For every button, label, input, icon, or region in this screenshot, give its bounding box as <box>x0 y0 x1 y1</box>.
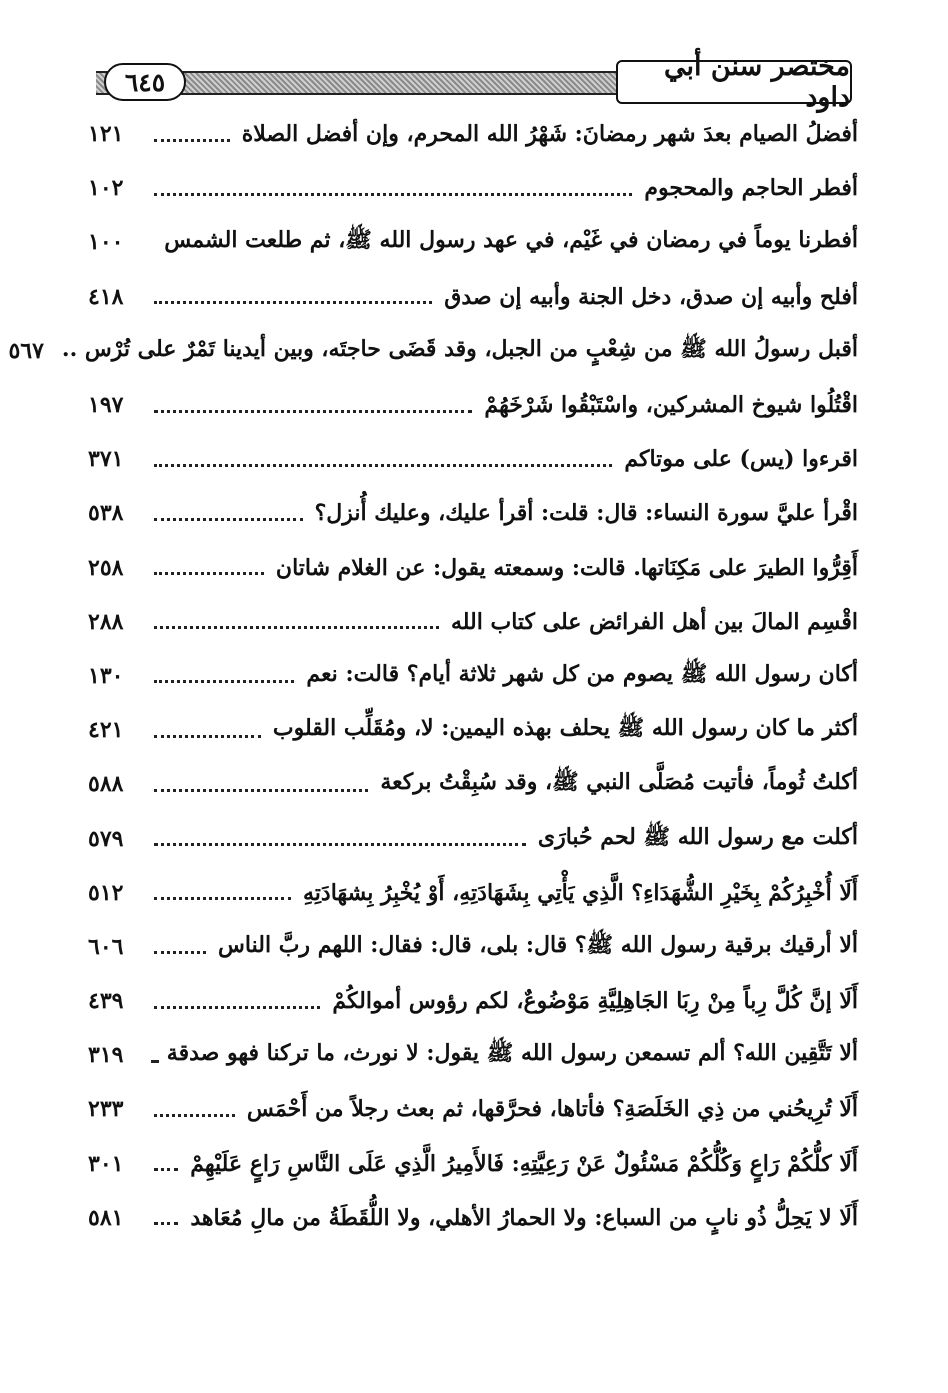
dot-leader <box>154 680 294 683</box>
dot-leader <box>154 572 264 575</box>
entry-text: أَلَا كلُّكُمْ رَاعٍ وَكُلُّكُمْ مَسْئُولٌ عَنْ رَعِيَّتِهِ: فَالأَمِيرُ الَّذِي عَلَى النَّاسِ رَاعٍ عَلَيْهِمْ <box>190 1150 858 1177</box>
entry-page-number: ٥٣٨ <box>88 500 124 527</box>
entry-page-number: ٢٥٨ <box>88 554 124 581</box>
entry-page-number: ١٠٢ <box>88 175 124 202</box>
index-entry <box>88 595 858 649</box>
entry-page-number: ٤٣٩ <box>88 988 124 1015</box>
index-entry <box>88 215 858 269</box>
dot-leader <box>154 518 303 521</box>
index-entry <box>88 1028 858 1082</box>
entry-text: اقْتُلُوا شيوخ المشركين، واسْتَبْقُوا شَرْخَهُمْ <box>484 392 858 419</box>
entry-page-number: ٥١٢ <box>88 879 124 906</box>
entry-page-number: ٤١٨ <box>88 283 124 310</box>
index-entry <box>88 811 858 865</box>
dot-leader <box>154 735 261 738</box>
entry-page-number: ٥٦٧ <box>8 337 44 364</box>
entry-page-number: ١٠٠ <box>88 229 124 256</box>
page-header <box>96 51 852 113</box>
entry-page-number: ٥٨١ <box>88 1204 124 1231</box>
dot-leader <box>154 626 439 629</box>
book-title: مختصر سنن أبي داود <box>616 60 852 104</box>
index-entry <box>88 432 858 486</box>
dot-leader <box>154 843 526 846</box>
entry-text: أفضلُ الصيام بعدَ شهر رمضانَ: شَهْرُ الله المحرم، وإن أفضل الصلاة <box>241 121 858 148</box>
entry-page-number: ٣٧١ <box>88 446 124 473</box>
entry-page-number: ٢٨٨ <box>88 608 124 635</box>
index-entry <box>88 866 858 920</box>
entry-text: ألا أرقيك برقية رسول الله ﷺ؟ قال: بلى، قال: فقال: اللهم ربَّ الناس <box>218 931 858 958</box>
dot-leader <box>154 951 206 954</box>
dot-leader <box>154 897 291 900</box>
index-entry <box>88 270 858 324</box>
dot-leader <box>154 139 230 142</box>
entry-text: أَلَا لا يَحِلُّ ذُو نابٍ من السباع: ولا الحمارُ الأهلي، ولا اللُّقَطَةُ من مالِ مُعَاهد <box>190 1204 858 1231</box>
entry-page-number: ٣٠١ <box>88 1150 124 1177</box>
dot-leader <box>154 1060 155 1063</box>
dot-leader <box>154 464 612 467</box>
entry-page-number: ١٣٠ <box>88 662 124 689</box>
index-entry <box>88 1191 858 1245</box>
dot-leader <box>154 1222 178 1225</box>
entry-text: أكلت مع رسول الله ﷺ لحم حُبارَى <box>537 823 858 850</box>
index-entry <box>8 324 858 378</box>
entry-text: أَلَا تُرِيحُني من ذِي الخَلَصَةِ؟ فأتاها، فحرَّقها، ثم بعث رجلاً من أَحْمَس <box>246 1096 858 1123</box>
index-entry <box>88 1137 858 1191</box>
entry-page-number: ٥٨٨ <box>88 771 124 798</box>
entry-text: أكثر ما كان رسول الله ﷺ يحلف بهذه اليمين: لا، ومُقَلِّب القلوب <box>272 715 858 742</box>
dot-leader <box>154 410 472 413</box>
index-entry <box>88 378 858 432</box>
entry-text: أَقِرُّوا الطيرَ على مَكِنَاتها. قالت: وسمعته يقول: عن الغلام شاتان <box>275 554 858 581</box>
entry-text: أَلَا إنَّ كُلَّ رِباً مِنْ رِبَا الجَاهِلِيَّةِ مَوْضُوعٌ، لكم رؤوس أموالكُمْ <box>332 988 858 1015</box>
dot-leader <box>154 193 632 196</box>
index-entry <box>88 920 858 974</box>
entry-page-number: ١٢١ <box>88 121 124 148</box>
dot-leader <box>154 301 432 304</box>
page-number: ٦٤٥ <box>104 63 186 101</box>
index-entry <box>88 1082 858 1136</box>
index-entry <box>88 703 858 757</box>
dot-leader <box>154 1168 178 1171</box>
entry-page-number: ٤٢١ <box>88 717 124 744</box>
entry-text: ألا تَتَّقِين الله؟ ألم تسمعن رسول الله ﷺ يقول: لا نورث، ما تركنا فهو صدقة <box>166 1040 858 1067</box>
entry-text: أكان رسول الله ﷺ يصوم من كل شهر ثلاثة أيام؟ قالت: نعم <box>306 660 858 687</box>
index-entry <box>88 974 858 1028</box>
hadith-index-list <box>8 107 858 1245</box>
entry-text: اقْرأ عليَّ سورة النساء: قال: قلت: أقرأ عليك، وعليك أُنزل؟ <box>314 500 858 527</box>
index-entry <box>88 541 858 595</box>
index-entry <box>88 161 858 215</box>
entry-text: أكلتُ ثُوماً، فأتيت مُصَلَّى النبي ﷺ، وقد سُبِقْتُ بركعة <box>380 769 858 796</box>
entry-text: أفلح وأبيه إن صدق، دخل الجنة وأبيه إن صدق <box>444 283 858 310</box>
index-entry <box>88 649 858 703</box>
index-entry <box>88 486 858 540</box>
entry-text: أفطرنا يوماً في رمضان في غَيْم، في عهد رسول الله ﷺ، ثم طلعت الشمس <box>164 227 858 254</box>
dot-leader <box>154 1114 235 1117</box>
entry-page-number: ٦٠٦ <box>88 933 124 960</box>
entry-page-number: ٥٧٩ <box>88 825 124 852</box>
entry-text: أفطر الحاجم والمحجوم <box>644 175 858 202</box>
entry-page-number: ٣١٩ <box>88 1042 124 1069</box>
index-entry <box>88 107 858 161</box>
index-entry <box>88 757 858 811</box>
entry-text: اقْسِم المالَ بين أهل الفرائض على كتاب الله <box>450 608 858 635</box>
entry-text: أَلَا أُخْبِرُكُمْ بِخَيْرِ الشُّهَدَاءِ؟ الَّذِي يَأْتِي بِشَهَادَتِهِ، أَوْ يُخْبِرُ بِشهَادَتِهِ <box>303 879 858 906</box>
entry-text: اقرءوا (يس) على موتاكم <box>624 446 858 473</box>
entry-page-number: ٢٣٣ <box>88 1096 124 1123</box>
entry-text: أقبل رسولُ الله ﷺ من شِعْبٍ من الجبل، وقد قَضَى حاجتَه، وبين أيدينا تَمْرٌ على تُرْس .. <box>61 335 858 362</box>
dot-leader <box>154 1006 320 1009</box>
entry-page-number: ١٩٧ <box>88 392 124 419</box>
dot-leader <box>154 789 368 792</box>
